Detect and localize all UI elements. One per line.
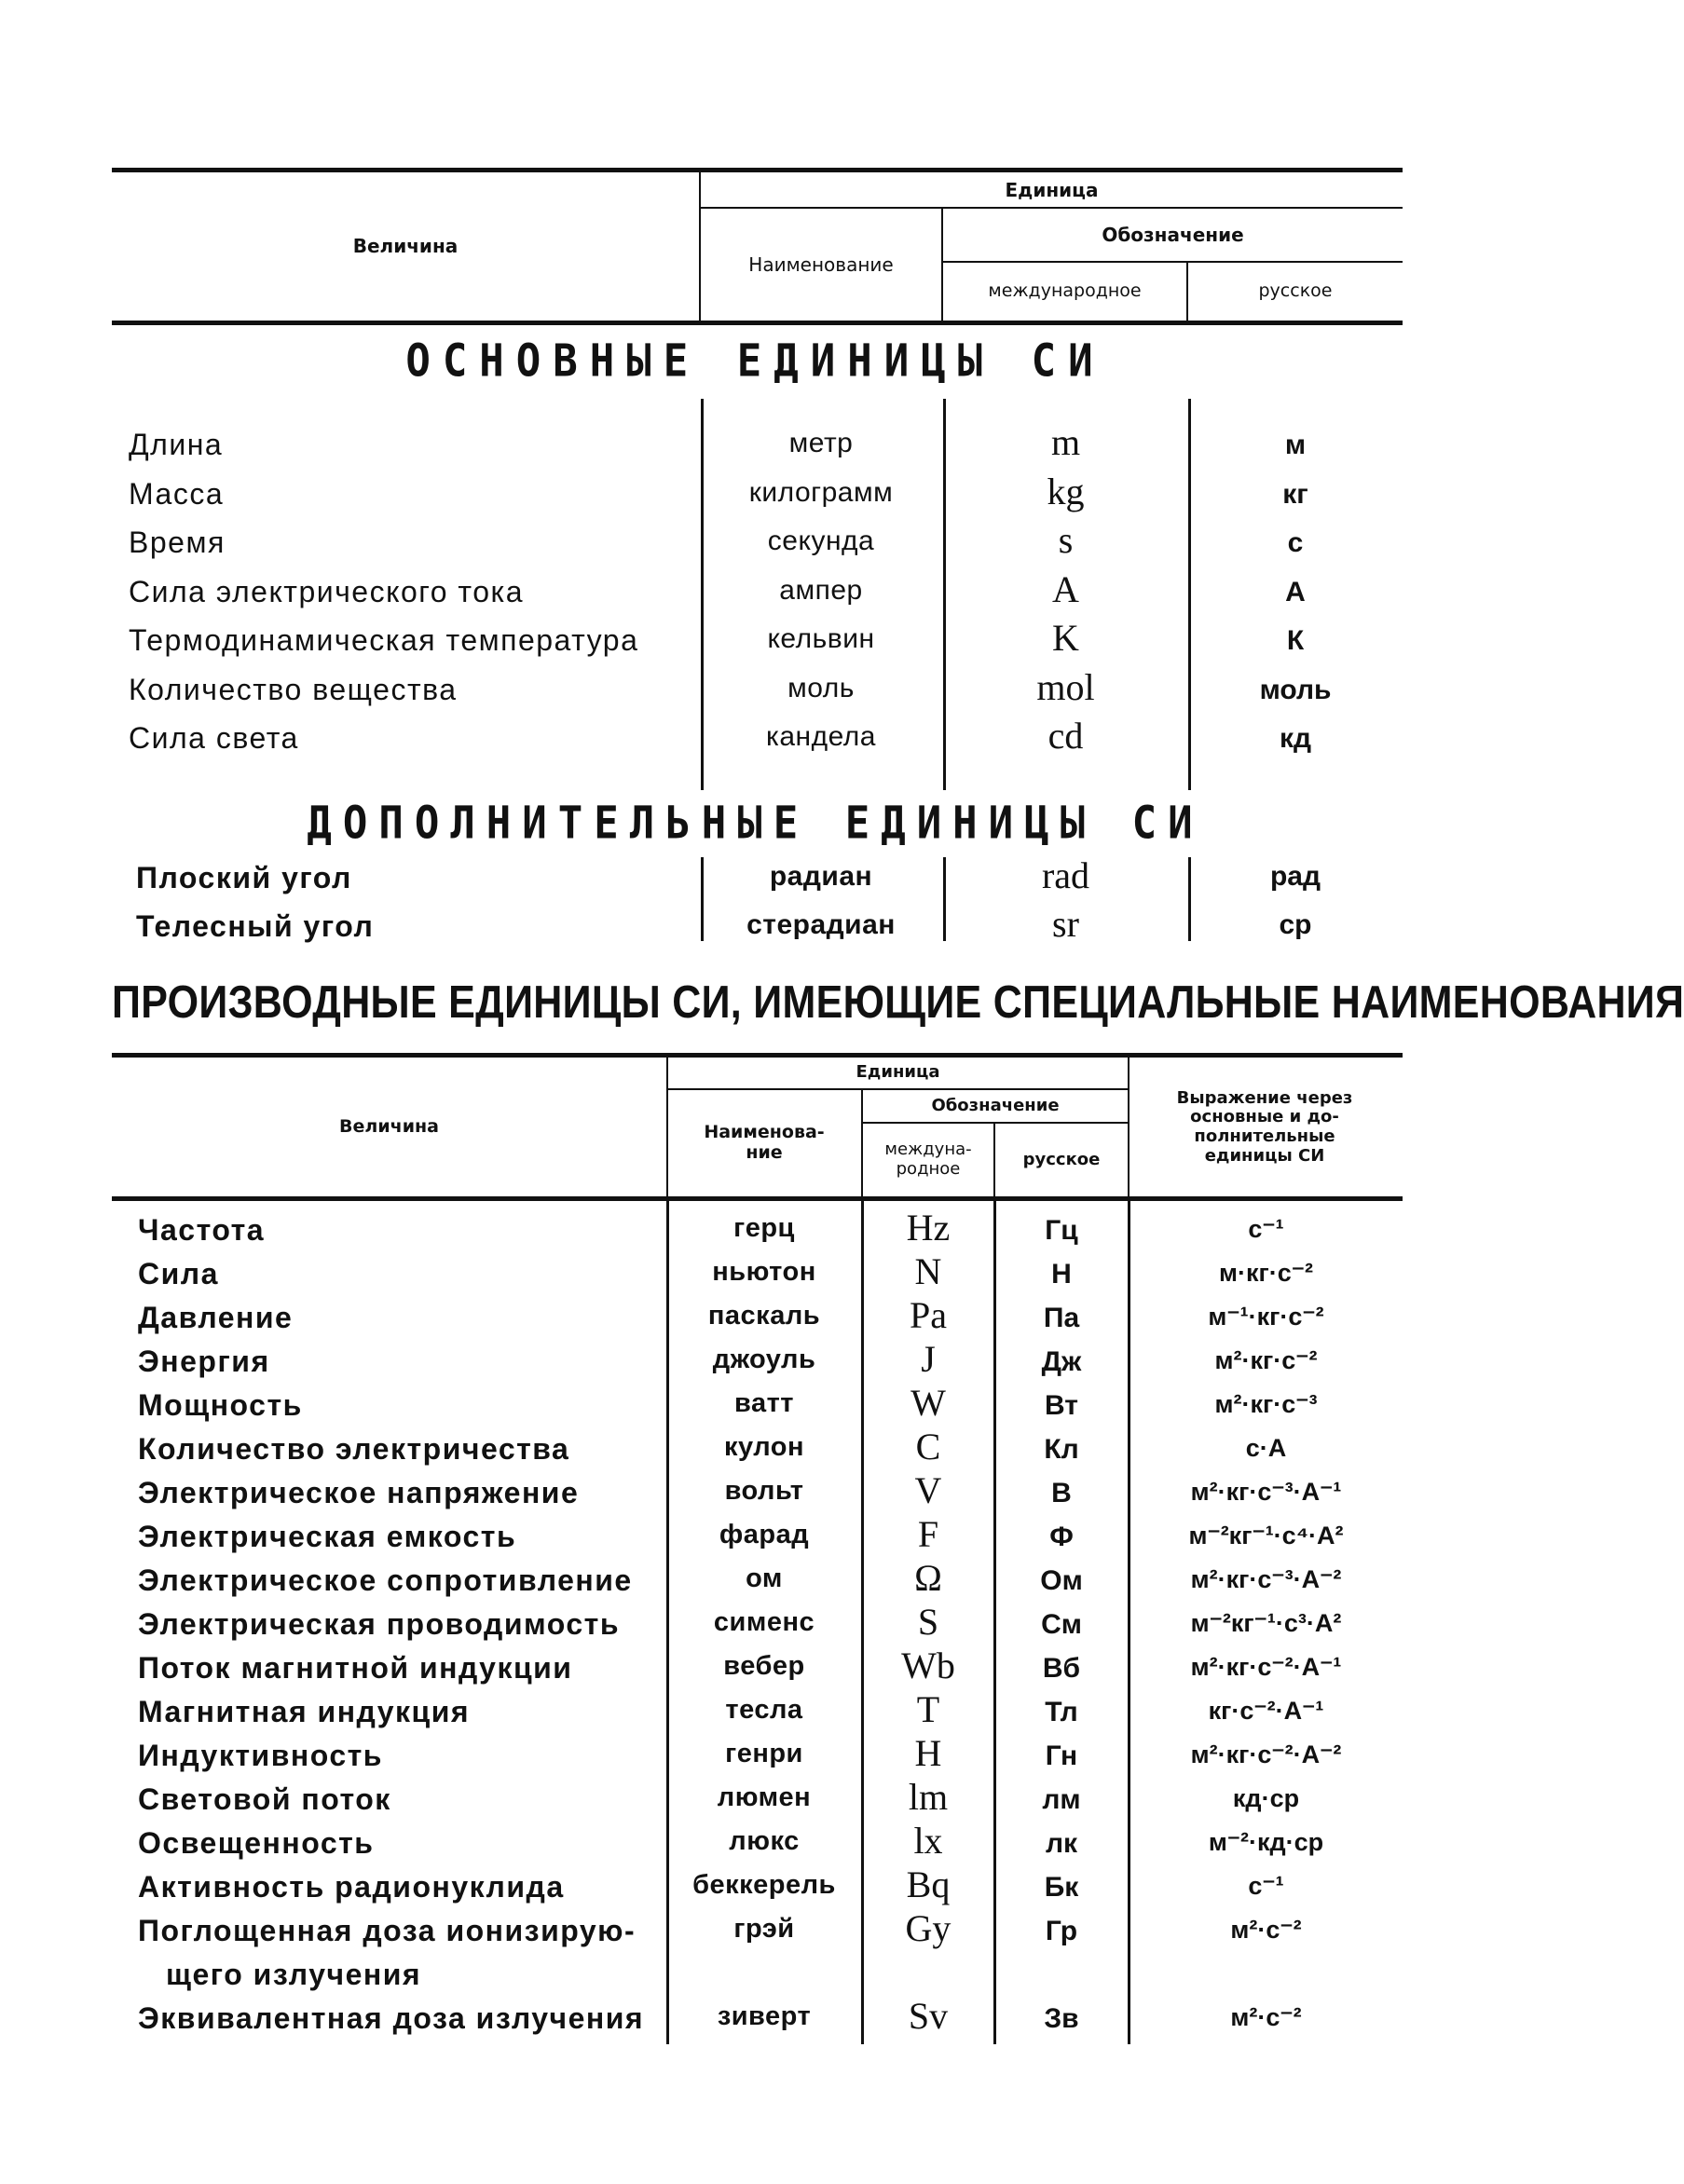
quantity-name: Электрическое напряжение <box>138 1476 580 1509</box>
header2-expression: Выражение через основные и до-полнительные единицы СИ <box>1176 1087 1353 1166</box>
unit-international-symbol: mol <box>1036 665 1095 708</box>
derived-unit-row <box>0 1250 1511 1297</box>
unit-russian-symbol: ср <box>1279 909 1312 940</box>
quantity-name: Энергия <box>138 1345 270 1378</box>
unit-expression: м²·кг·с⁻²·А⁻² <box>1190 1740 1342 1768</box>
header2-symbol: Обозначение <box>931 1095 1060 1115</box>
derived-unit-row <box>0 1601 1511 1647</box>
unit-international-symbol: lm <box>908 1776 949 1818</box>
unit-russian-symbol: Вб <box>1042 1653 1081 1684</box>
quantity-name: Масса <box>129 476 225 511</box>
unit-international-symbol: Sv <box>908 1995 949 2037</box>
derived-unit-row <box>0 1907 1511 1998</box>
header2-international: междуна-родное <box>884 1140 972 1179</box>
header2-unit: Единица <box>856 1062 940 1083</box>
unit-russian-symbol: Гр <box>1045 1916 1078 1946</box>
unit-russian-symbol: Гц <box>1045 1215 1078 1246</box>
unit-international-symbol: K <box>1052 617 1079 659</box>
unit-russian-symbol: В <box>1051 1478 1072 1508</box>
unit-international-symbol: Gy <box>905 1907 952 1949</box>
unit-russian-symbol: Тл <box>1045 1697 1078 1727</box>
quantity-name: Активность радионуклида <box>138 1870 565 1904</box>
base-units-title: ОСНОВНЫЕ ЕДИНИЦЫ СИ <box>405 334 1105 388</box>
table2-header-vline <box>1128 1057 1130 1196</box>
unit-expression: м·кг·с⁻² <box>1219 1259 1313 1287</box>
unit-name: моль <box>787 672 855 703</box>
unit-international-symbol: W <box>910 1382 946 1424</box>
quantity-name: Телесный угол <box>136 909 375 943</box>
quantity-name: Магнитная индукция <box>138 1695 471 1728</box>
supplementary-unit-row <box>0 855 1511 904</box>
unit-international-symbol: N <box>914 1250 942 1292</box>
quantity-name: Время <box>129 526 226 559</box>
unit-name: кельвин <box>767 623 875 654</box>
unit-name: вебер <box>723 1651 805 1681</box>
base-unit-row <box>0 470 1511 522</box>
unit-international-symbol: Ω <box>914 1557 942 1599</box>
quantity-name: Количество вещества <box>129 672 458 706</box>
unit-russian-symbol: с <box>1287 527 1304 558</box>
supplementary-units-title: ДОПОЛНИТЕЛЬНЫЕ ЕДИНИЦЫ СИ <box>307 797 1204 850</box>
unit-international-symbol: m <box>1050 421 1081 463</box>
unit-name: килограмм <box>748 476 894 508</box>
quantity-name-continued: щего излучения <box>166 1958 422 1991</box>
quantity-name: Индуктивность <box>138 1739 383 1772</box>
quantity-name: Термодинамическая температура <box>129 623 639 657</box>
header-unit-name: Наименование <box>748 253 894 276</box>
header-russian: русское <box>1258 280 1333 302</box>
unit-russian-symbol: кг <box>1282 478 1308 510</box>
unit-international-symbol: Hz <box>906 1207 951 1249</box>
derived-unit-row <box>0 1382 1511 1428</box>
unit-name: секунда <box>767 526 875 556</box>
base-unit-row <box>0 567 1511 620</box>
unit-name: вольт <box>724 1476 804 1506</box>
quantity-name: Поглощенная доза ионизирую- <box>138 1914 637 1947</box>
derived-unit-row <box>0 1294 1511 1341</box>
unit-international-symbol: kg <box>1047 470 1085 512</box>
unit-name: люкс <box>729 1826 800 1856</box>
unit-russian-symbol: Н <box>1051 1259 1072 1290</box>
unit-russian-symbol: А <box>1285 576 1306 607</box>
quantity-name: Поток магнитной индукции <box>138 1651 573 1685</box>
unit-name: зиверт <box>717 2001 812 2031</box>
unit-name: паскаль <box>707 1301 821 1331</box>
base-unit-row <box>0 519 1511 570</box>
unit-expression: м²·кг·с⁻³·А⁻² <box>1190 1565 1342 1593</box>
unit-name: тесла <box>725 1695 803 1725</box>
unit-international-symbol: T <box>916 1688 940 1730</box>
unit-name: стерадиан <box>746 909 896 940</box>
unit-expression: с⁻¹ <box>1248 1872 1284 1900</box>
derived-unit-row <box>0 1822 1511 1866</box>
derived-unit-row <box>0 1995 1511 2041</box>
unit-international-symbol: F <box>917 1513 939 1555</box>
unit-international-symbol: sr <box>1052 903 1079 945</box>
unit-international-symbol: cd <box>1047 715 1084 757</box>
unit-international-symbol: Bq <box>906 1863 951 1905</box>
quantity-name: Количество электричества <box>138 1432 570 1466</box>
header-unit: Единица <box>1005 178 1099 201</box>
header2-quantity: Величина <box>339 1116 439 1138</box>
unit-international-symbol: V <box>914 1469 942 1511</box>
unit-russian-symbol: Вт <box>1045 1390 1078 1421</box>
quantity-name: Электрическое сопротивление <box>138 1563 633 1597</box>
unit-expression: м²·кг·с⁻²·А⁻¹ <box>1190 1653 1342 1681</box>
base-unit-row <box>0 665 1511 717</box>
quantity-name: Мощность <box>138 1388 303 1422</box>
unit-russian-symbol: Зв <box>1044 2003 1079 2034</box>
quantity-name: Частота <box>138 1213 266 1247</box>
unit-expression: с·А <box>1245 1434 1287 1462</box>
quantity-name: Эквивалентная доза излучения <box>138 2001 645 2035</box>
unit-expression: м²·кг·с⁻³·А⁻¹ <box>1190 1478 1342 1506</box>
quantity-name: Световой поток <box>138 1782 391 1816</box>
unit-name: ампер <box>779 574 863 606</box>
unit-russian-symbol: Дж <box>1041 1346 1082 1377</box>
unit-russian-symbol: моль <box>1259 674 1332 705</box>
unit-expression: м⁻²·кд·ср <box>1208 1828 1324 1856</box>
header2-unit-name: Наименова-ние <box>704 1122 825 1163</box>
unit-russian-symbol: кд <box>1279 723 1312 754</box>
unit-name: люмен <box>717 1782 812 1812</box>
quantity-name: Сила света <box>129 721 299 755</box>
derived-unit-row <box>0 1557 1511 1604</box>
unit-name: ньютон <box>712 1257 816 1287</box>
derived-unit-row <box>0 1776 1511 1822</box>
base-unit-row <box>0 617 1511 668</box>
header2-russian: русское <box>1022 1149 1101 1169</box>
unit-name: кандела <box>766 721 876 752</box>
unit-international-symbol: lx <box>913 1820 943 1862</box>
unit-name: сименс <box>713 1607 815 1637</box>
unit-name: фарад <box>719 1520 810 1549</box>
quantity-name: Сила электрического тока <box>129 574 524 608</box>
unit-international-symbol: rad <box>1041 854 1090 896</box>
unit-expression: м²·с⁻² <box>1230 2003 1302 2031</box>
derived-unit-row <box>0 1513 1511 1560</box>
quantity-name: Плоский угол <box>136 861 352 894</box>
unit-expression: с⁻¹ <box>1248 1215 1284 1243</box>
quantity-name: Давление <box>138 1301 294 1334</box>
unit-international-symbol: H <box>914 1732 942 1774</box>
unit-russian-symbol: К <box>1286 625 1305 656</box>
unit-name: грэй <box>733 1914 795 1944</box>
quantity-name: Длина <box>129 428 224 461</box>
quantity-name: Электрическая проводимость <box>138 1607 620 1641</box>
unit-name: кулон <box>723 1432 805 1462</box>
derived-unit-row <box>0 1732 1511 1779</box>
unit-russian-symbol: рад <box>1269 861 1321 892</box>
unit-international-symbol: S <box>917 1601 939 1643</box>
unit-russian-symbol: лм <box>1042 1784 1081 1815</box>
unit-name: джоуль <box>712 1345 816 1374</box>
unit-international-symbol: J <box>921 1338 936 1380</box>
unit-expression: м²·кг·с⁻² <box>1214 1346 1318 1374</box>
derived-unit-row <box>0 1647 1511 1691</box>
quantity-name: Сила <box>138 1257 219 1290</box>
unit-russian-symbol: лк <box>1045 1828 1078 1859</box>
derived-unit-row <box>0 1688 1511 1735</box>
unit-expression: м⁻¹·кг·с⁻² <box>1208 1303 1324 1331</box>
unit-russian-symbol: Па <box>1043 1303 1080 1333</box>
derived-unit-row <box>0 1428 1511 1472</box>
unit-international-symbol: s <box>1058 519 1074 561</box>
unit-name: генри <box>725 1739 803 1768</box>
unit-expression: м⁻²кг⁻¹·с⁴·А² <box>1188 1522 1344 1549</box>
unit-russian-symbol: Гн <box>1045 1740 1078 1771</box>
unit-expression: кд·ср <box>1232 1784 1300 1812</box>
table1-header-bottom-rule <box>112 321 1403 325</box>
unit-russian-symbol: Кл <box>1044 1434 1079 1465</box>
header-symbol: Обозначение <box>1102 223 1244 246</box>
unit-russian-symbol: м <box>1284 430 1307 460</box>
unit-international-symbol: A <box>1052 567 1079 610</box>
quantity-name: Электрическая емкость <box>138 1520 517 1553</box>
unit-name: ом <box>746 1563 783 1593</box>
unit-russian-symbol: См <box>1041 1609 1082 1640</box>
derived-unit-row <box>0 1209 1511 1253</box>
unit-international-symbol: Wb <box>901 1645 955 1686</box>
derived-unit-row <box>0 1863 1511 1910</box>
quantity-name: Освещенность <box>138 1826 375 1860</box>
table2-header-bottom-rule <box>112 1196 1403 1201</box>
unit-name: герц <box>733 1213 795 1243</box>
unit-international-symbol: Pa <box>910 1294 947 1336</box>
unit-expression: м²·с⁻² <box>1230 1916 1302 1944</box>
unit-name: метр <box>788 428 854 458</box>
derived-unit-row <box>0 1469 1511 1516</box>
unit-name: радиан <box>769 861 873 892</box>
unit-russian-symbol: Ом <box>1040 1565 1083 1596</box>
derived-unit-row <box>0 1338 1511 1385</box>
supplementary-unit-row <box>0 904 1511 952</box>
unit-russian-symbol: Бк <box>1044 1872 1079 1903</box>
unit-name: ватт <box>734 1388 794 1418</box>
unit-russian-symbol: Ф <box>1049 1522 1074 1552</box>
unit-international-symbol: C <box>915 1426 941 1467</box>
unit-expression: м²·кг·с⁻³ <box>1214 1390 1318 1418</box>
unit-expression: кг·с⁻²·А⁻¹ <box>1208 1697 1324 1725</box>
derived-units-title: ПРОИЗВОДНЫЕ ЕДИНИЦЫ СИ, ИМЕЮЩИЕ СПЕЦИАЛЬНЫЕ НАИМЕНОВАНИЯ <box>112 976 1684 1029</box>
header-quantity: Величина <box>352 235 459 257</box>
unit-expression: м⁻²кг⁻¹·с³·А² <box>1190 1609 1342 1637</box>
unit-name: беккерель <box>692 1870 836 1900</box>
base-unit-row <box>0 421 1511 472</box>
base-unit-row <box>0 717 1511 766</box>
header-international: международное <box>988 280 1142 302</box>
